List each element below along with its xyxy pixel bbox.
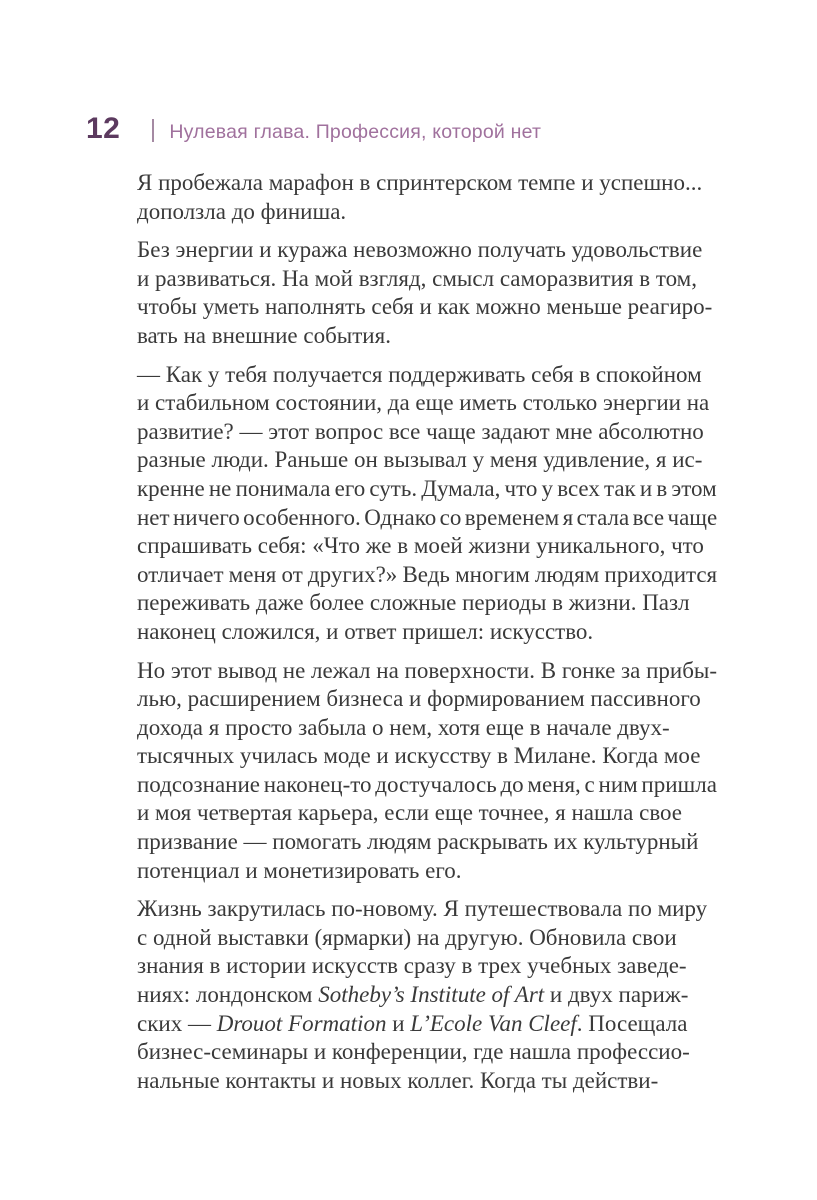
text-line — [137, 685, 717, 714]
text-segment: нет ничего особенного. Однако со временем я стала все чаще — [137, 504, 718, 530]
text-segment: тысячных училась моде и искусству в Милане. Когда мое — [137, 743, 701, 769]
text-line — [137, 828, 717, 857]
text-segment: переживать даже более сложные периоды в жизни. Пазл — [137, 590, 690, 616]
text-line — [137, 618, 717, 647]
text-line — [137, 418, 717, 447]
text-line — [137, 1010, 717, 1039]
text-line — [137, 389, 717, 418]
text-line — [137, 771, 717, 800]
text-segment: Жизнь закрутилась по-новому. Я путешествовала по миру — [137, 896, 708, 922]
text-line — [137, 952, 717, 981]
text-segment: лью, расширением бизнеса и формированием пассивного — [137, 686, 701, 712]
text-segment: Я пробежала марафон в спринтерском темпе и успешно... — [137, 170, 703, 195]
text-line — [137, 1038, 717, 1067]
text-segment: и стабильном состоянии, да еще иметь столько энергии на — [137, 390, 710, 416]
text-segment: разные люди. Раньше он вызывал у меня удивление, я ис- — [137, 447, 703, 473]
text-line — [137, 169, 717, 198]
paragraph — [137, 169, 717, 226]
text-segment: и моя четвертая карьера, если еще точнее, я нашла свое — [137, 800, 683, 826]
text-line — [137, 265, 717, 294]
text-segment: Но этот вывод не лежал на поверхности. В гонке за прибы- — [137, 657, 718, 683]
text-line — [137, 504, 717, 533]
text-line — [137, 714, 717, 743]
text-segment: дохода я просто забыла о нем, хотя еще в начале двух- — [137, 714, 670, 740]
chapter-title: Нулевая глава. Профессия, которой нет — [169, 121, 542, 143]
italic-text-segment: Drouot Formation — [216, 1010, 387, 1036]
text-segment: нальные контакты и новых коллег. Когда ты действи- — [137, 1067, 659, 1093]
text-line — [137, 895, 717, 924]
text-segment: с одной выставки (ярмарки) на другую. Обновила свои — [137, 924, 677, 950]
text-segment: и — [386, 1010, 411, 1036]
text-line — [137, 981, 717, 1010]
text-segment: и двух париж- — [544, 982, 689, 1008]
italic-text-segment: Sotheby’s Institute of Art — [318, 982, 545, 1008]
text-line — [137, 742, 717, 771]
text-line — [137, 924, 717, 953]
text-line — [137, 198, 717, 227]
text-line — [137, 799, 717, 828]
text-segment: подсознание наконец-то достучалось до меня, с ним пришла — [137, 771, 717, 797]
text-line — [137, 475, 717, 504]
text-segment: наконец сложился, и ответ пришел: искусство. — [137, 618, 594, 644]
header-separator-bar — [152, 119, 154, 142]
text-line — [137, 361, 717, 390]
text-segment: ниях: лондонском — [137, 982, 319, 1008]
text-segment: спрашивать себя: «Что же в моей жизни уникального, что — [137, 533, 704, 559]
text-segment: призвание — помогать людям раскрывать их культурный — [137, 829, 699, 855]
text-line — [137, 857, 717, 886]
text-segment: знания в истории искусств сразу в трех учебных заведе- — [137, 953, 687, 979]
text-line — [137, 293, 717, 322]
body-text — [137, 169, 717, 1095]
paragraph — [137, 236, 717, 350]
text-segment: . Посещала — [576, 1010, 688, 1036]
text-segment: вать на внешние события. — [137, 322, 391, 348]
text-line — [137, 446, 717, 475]
paragraph — [137, 657, 717, 886]
text-segment: отличает меня от других?» Ведь многим людям приходится — [137, 561, 718, 587]
text-line — [137, 322, 717, 351]
text-line — [137, 236, 717, 265]
text-segment: доползла до финиша. — [137, 198, 347, 224]
text-segment: потенциал и монетизировать его. — [137, 857, 462, 883]
text-segment: бизнес-семинары и конференции, где нашла профессио- — [137, 1039, 690, 1065]
text-segment: развитие? — этот вопрос все чаще задают мне абсолютно — [137, 418, 704, 444]
text-line — [137, 657, 717, 686]
page-header — [86, 112, 541, 146]
text-segment: чтобы уметь наполнять себя и как можно меньше реагиро- — [137, 294, 713, 320]
text-segment: ских — — [137, 1010, 217, 1036]
text-line — [137, 532, 717, 561]
paragraph — [137, 895, 717, 1095]
italic-text-segment: L’Ecole Van Cleef — [410, 1010, 577, 1036]
text-segment: — Как у тебя получается поддерживать себя в спокойном — [137, 361, 702, 387]
page-number: 12 — [86, 112, 121, 145]
text-segment: кренне не понимала его суть. Думала, что у всех так и в этом — [137, 475, 717, 501]
text-segment: и развиваться. На мой взгляд, смысл саморазвития в том, — [137, 265, 697, 291]
text-line — [137, 561, 717, 590]
text-line — [137, 1067, 717, 1096]
text-segment: Без энергии и куража невозможно получать удовольствие — [137, 237, 703, 263]
paragraph — [137, 361, 717, 647]
text-line — [137, 589, 717, 618]
